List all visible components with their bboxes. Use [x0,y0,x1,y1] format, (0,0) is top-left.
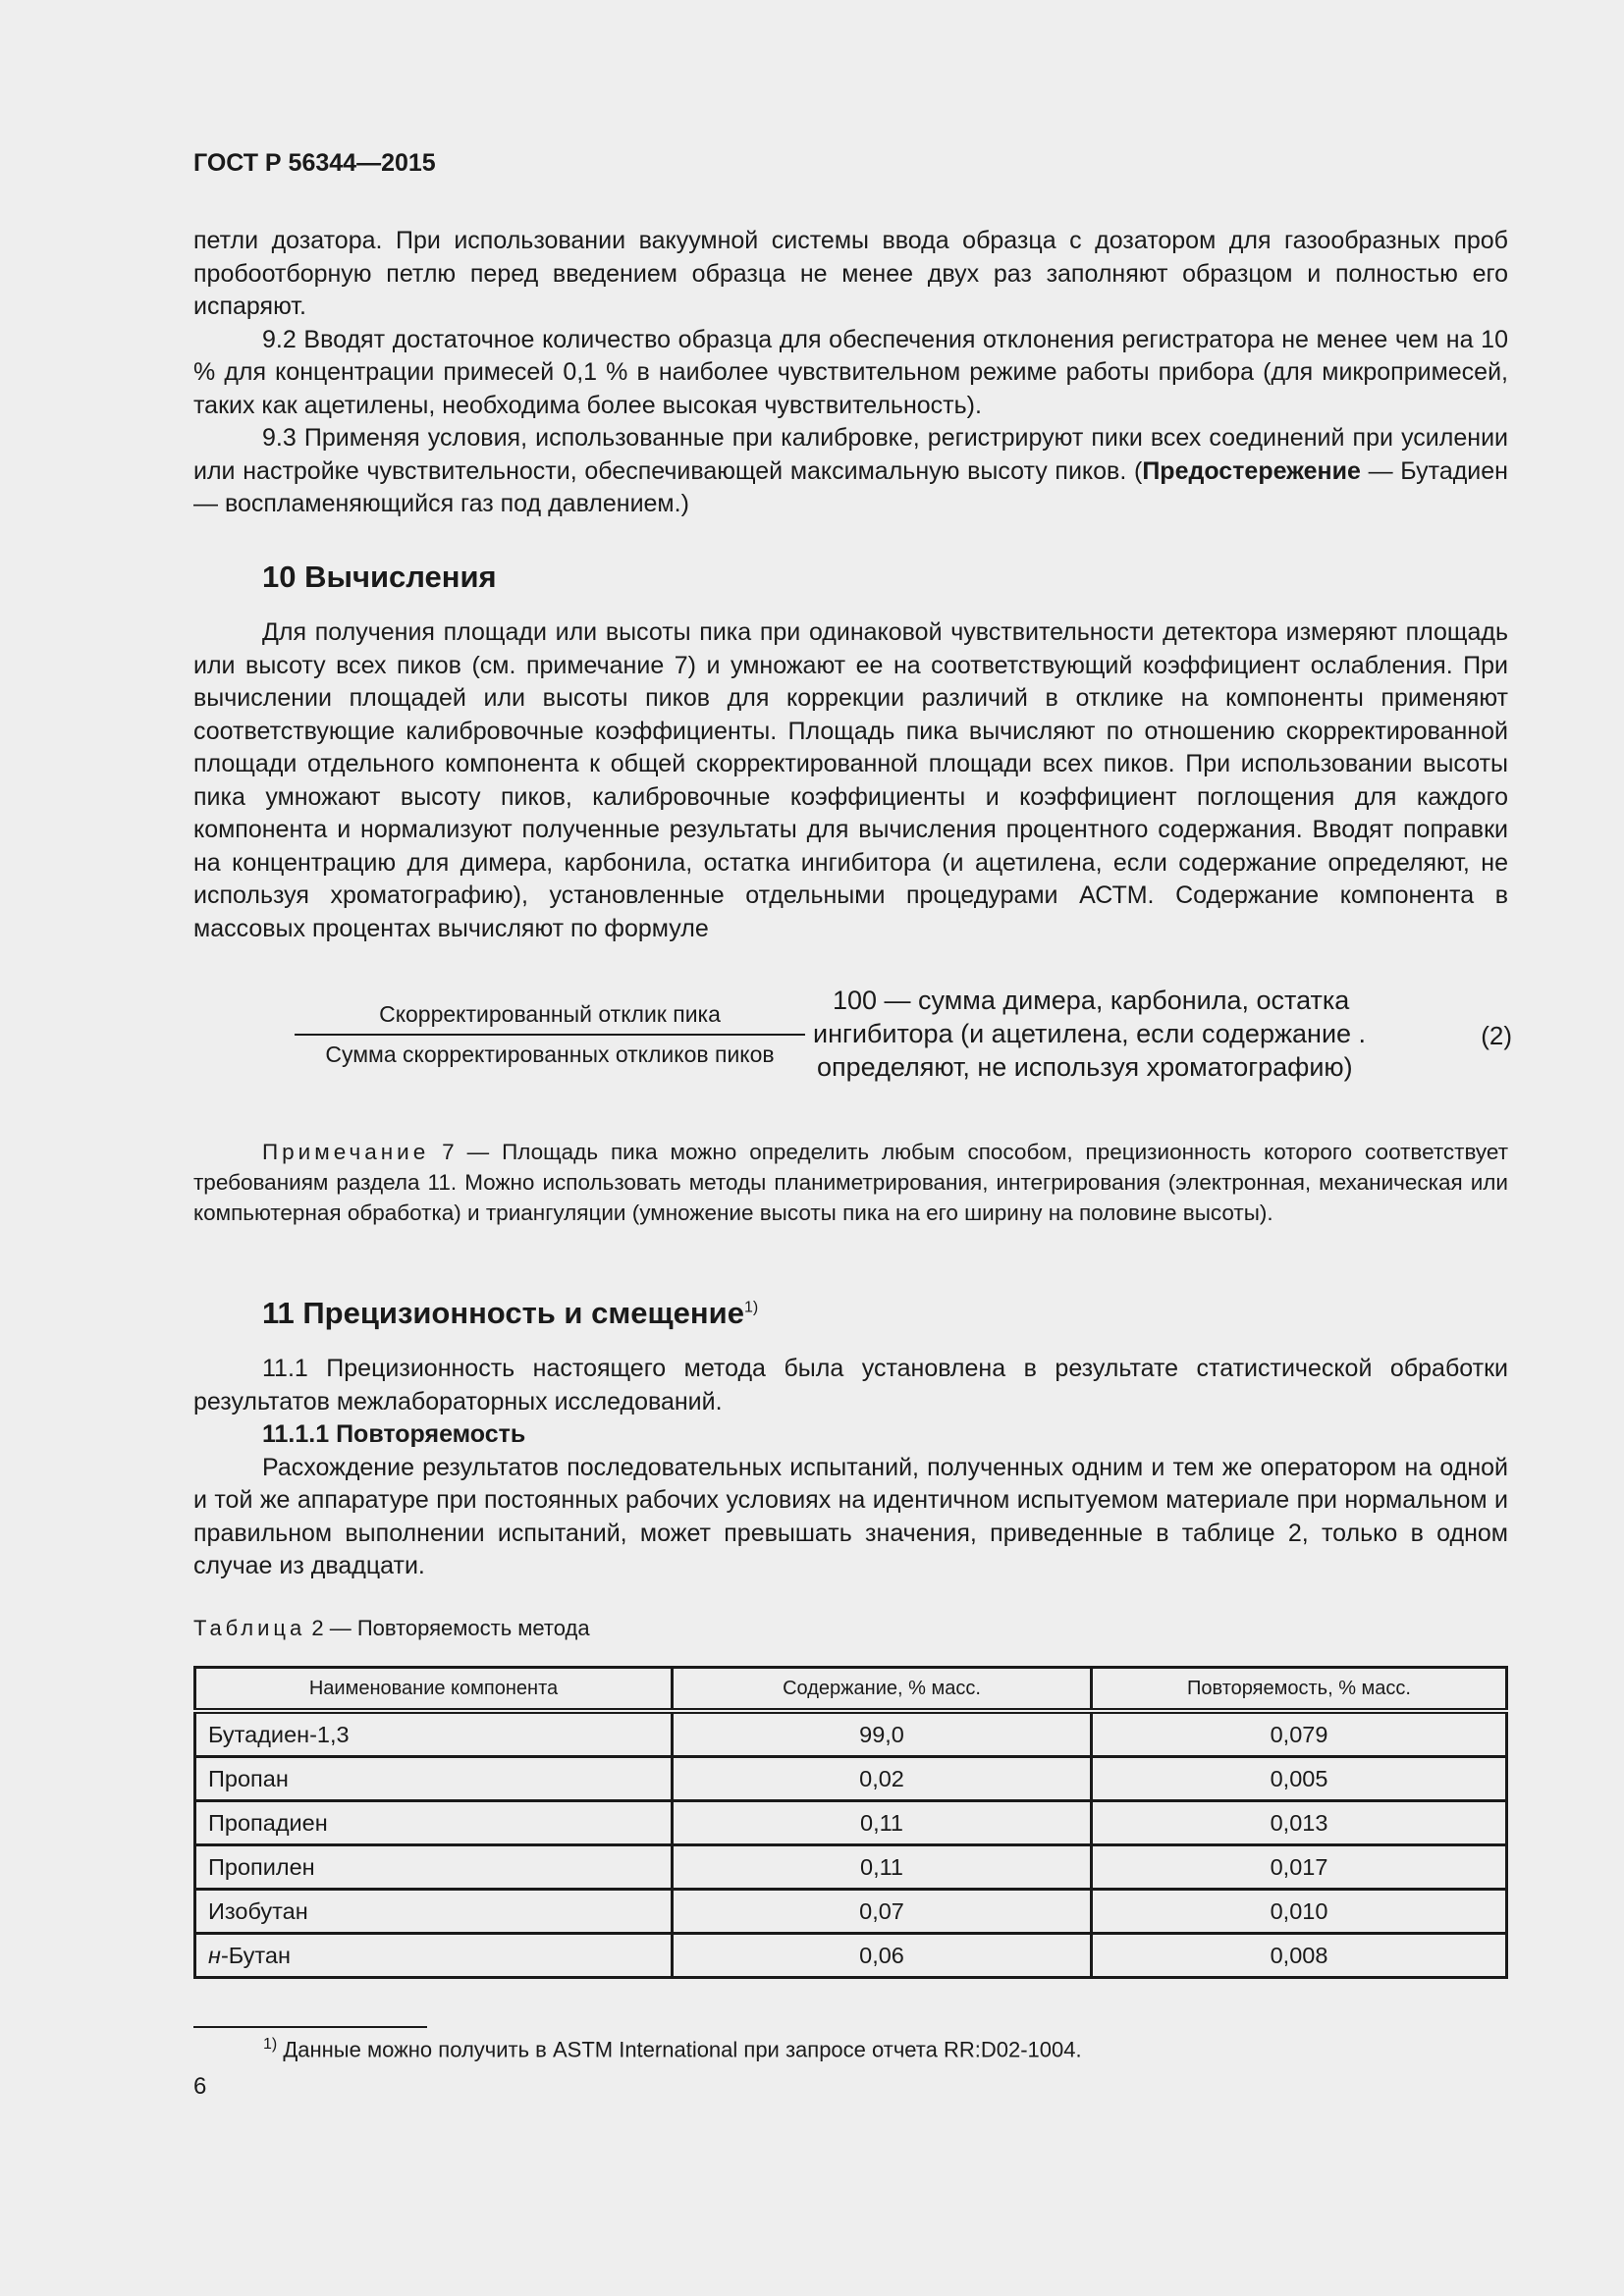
table-row [195,1711,1507,1757]
formula-rhs [813,984,1366,1084]
subheading-11-1-1: 11.1.1 Повторяемость [262,1420,526,1448]
component-name: н-Бутан [195,1934,673,1978]
repeatability-cell: 0,013 [1092,1801,1507,1845]
table-row [195,1845,1507,1890]
repeatability-table [193,1666,1508,1979]
repeatability-cell: 0,008 [1092,1934,1507,1978]
numerator: Скорректированный отклик пика [295,1001,805,1036]
equation-number: (2) [1481,1021,1512,1050]
note-label: Примечание [262,1140,430,1164]
caption-text: 2 — Повторяемость метода [305,1616,590,1640]
paragraph-9-2: 9.2 Вводят достаточное количество образца для обеспечения отклонения регистратора не менее чем на 10 % для концентрации примесей 0,1 % в наиболее чувствительном режиме работы прибора (для микропримесей, таких как ацетилены, необходима более высокая чувствительность). [193,325,1508,419]
page-number: 6 [193,2073,207,2100]
table-row [195,1934,1507,1978]
content-cell: 0,06 [673,1934,1092,1978]
repeatability-cell: 0,010 [1092,1890,1507,1934]
heading-text: 11 Прецизионность и смещение [262,1296,744,1330]
footnote [263,2036,1082,2062]
table-row [195,1801,1507,1845]
caption-label: Таблица [193,1616,306,1640]
table-caption [193,1616,1508,1641]
paragraph: петли дозатора. При использовании вакуумной системы ввода образца с дозатором для газообразных проб пробоотборную петлю перед введением образца не менее двух раз заполняют образцом и полностью его испаряют. [193,227,1508,320]
footnote-mark: 1) [263,2036,278,2053]
formula-line: 100 — сумма димера, карбонила, остатка [833,986,1350,1015]
paragraph: Расхождение результатов последовательных испытаний, полученных одним и тем же оператором на одной и той же аппаратуре при постоянных рабочих условиях на идентичном испытуемом материале при нормальном и правильном выполнении испытаний, может превышать значения, приведенные в таблице 2, только в одном случае из двадцати. [193,1453,1508,1579]
component-name: Изобутан [195,1890,673,1934]
table-row [195,1757,1507,1801]
component-name: Бутадиен-1,3 [195,1711,673,1757]
formula-2 [295,982,1512,1090]
content-cell: 0,07 [673,1890,1092,1934]
repeatability-cell: 0,005 [1092,1757,1507,1801]
table-header-row [195,1668,1507,1712]
formula-line: определяют, не используя хроматографию) [817,1052,1353,1082]
column-header: Повторяемость, % масс. [1092,1668,1507,1712]
paragraph-text: 9.3 Применяя условия, использованные при калибровке, регистрируют пики всех соединений при усилении или настройке чувствительности, обеспечивающей максимальную высоту пиков. ( [193,424,1508,485]
warning-label: Предостережение [1142,456,1361,485]
component-name: Пропилен [195,1845,673,1890]
table-row [195,1890,1507,1934]
footnote-divider [193,2026,427,2028]
content-cell: 0,11 [673,1845,1092,1890]
section-10 [193,560,1508,945]
formula-line: ингибитора (и ацетилена, если содержание . [813,1019,1367,1048]
column-header: Наименование компонента [195,1668,673,1712]
repeatability-cell: 0,017 [1092,1845,1507,1890]
column-header: Содержание, % масс. [673,1668,1092,1712]
denominator: Сумма скорректированных откликов пиков [325,1041,775,1067]
footnote-ref: 1) [743,1299,759,1316]
content-cell: 0,02 [673,1757,1092,1801]
component-name: Пропадиен [195,1801,673,1845]
component-name: Пропан [195,1757,673,1801]
paragraphs-top [193,225,1508,521]
repeatability-table-wrap [193,1666,1508,1979]
content-cell: 99,0 [673,1711,1092,1757]
note-text: 7 — Площадь пика можно определить любым способом, прецизионность которого соответствует требованиям раздела 11. Можно использовать методы планиметрирования, интегрирования (электронная, механическая или компьютерная обработка) и триангуляции (умножение высоты пика на его ширину на половине высоты). [193,1140,1508,1225]
section-heading: 10 Вычисления [262,560,497,594]
footnote-text: Данные можно получить в ASTM International при запросе отчета RR:D02-1004. [283,2037,1082,2062]
fraction [295,1001,805,1068]
section-11 [193,1296,1508,1583]
note-7 [193,1137,1508,1228]
content-cell: 0,11 [673,1801,1092,1845]
repeatability-cell: 0,079 [1092,1711,1507,1757]
document-code: ГОСТ Р 56344—2015 [193,149,436,177]
paragraph-11-1: 11.1 Прецизионность настоящего метода была установлена в результате статистической обработки результатов межлабораторных исследований. [193,1355,1508,1415]
section-heading [193,1296,1508,1331]
warning-text: — Бутадиен — воспламеняющийся газ под давлением.) [193,456,1508,517]
paragraph-9-3 [193,422,1508,521]
paragraph: Для получения площади или высоты пика при одинаковой чувствительности детектора измеряют площадь или высоту всех пиков (см. примечание 7) и умножают ее на соответствующий коэффициент ослабления. При вычислении площадей или высоты пиков для коррекции различий в отклике на компоненты применяют соответствующие калибровочные коэффициенты. Площадь пика вычисляют по отношению скорректированной площади отдельного компонента к общей скорректированной площади всех пиков. При использовании высоты пика умножают высоту пиков, калибровочные коэффициенты и коэффициент поглощения для каждого компонента и нормализуют полученные результаты для вычисления процентного содержания. Вводят поправки на концентрацию для димера, карбонила, остатка ингибитора (и ацетилена, если содержание определяют, не используя хроматографию), установленные отдельными процедурами АСТМ. Содержание компонента в массовых процентах вычисляют по формуле [193,618,1508,942]
